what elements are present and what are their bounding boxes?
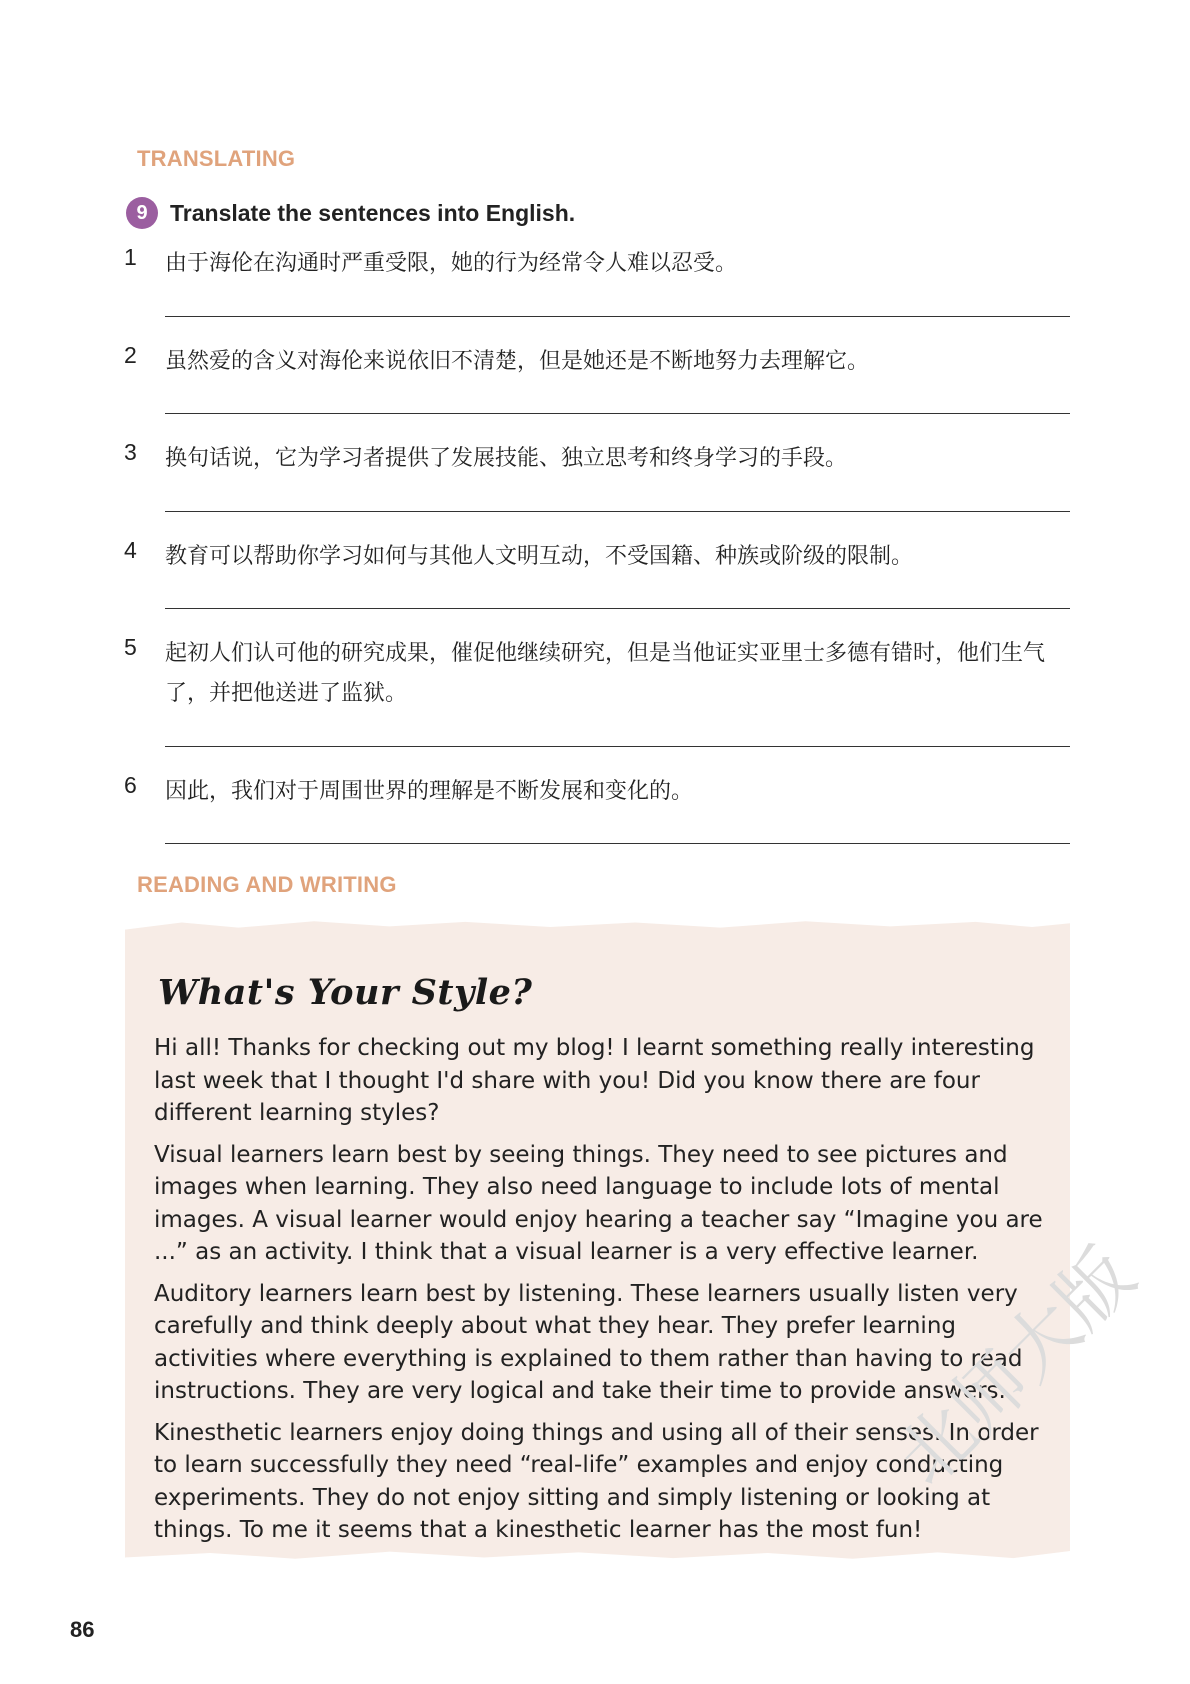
answer-line[interactable] <box>165 316 1070 317</box>
exercise-number-badge: 9 <box>126 197 158 229</box>
blog-paragraph: Hi all! Thanks for checking out my blog! I learnt something really interesting last week that I thought I'd share with you! Did you know there are four different learning styles? <box>154 1035 1035 1126</box>
blog-title: What's Your Style? <box>158 972 533 1013</box>
chinese-sentence: 由于海伦在沟通时严重受限，她的行为经常令人难以忍受。 <box>165 251 738 276</box>
item-number: 1 <box>124 244 137 270</box>
item-number: 6 <box>124 772 137 798</box>
page-number: 86 <box>70 1617 95 1642</box>
section-heading-reading-writing: READING AND WRITING <box>137 872 397 897</box>
chinese-sentence: 因此，我们对于周围世界的理解是不断发展和变化的。 <box>165 779 694 804</box>
answer-line[interactable] <box>165 843 1070 844</box>
item-number: 4 <box>124 537 137 563</box>
chinese-sentence: 起初人们认可他的研究成果，催促他继续研究，但是当他证实亚里士多德有错时，他们生气了，并把他送进了监狱。 <box>165 641 1046 706</box>
exercise-instruction: Translate the sentences into English. <box>170 199 576 226</box>
item-number: 2 <box>124 342 137 368</box>
chinese-sentence: 教育可以帮助你学习如何与其他人文明互动，不受国籍、种族或阶级的限制。 <box>165 544 914 569</box>
answer-line[interactable] <box>165 746 1070 747</box>
exercise-header <box>126 197 575 229</box>
blog-paragraph: Kinesthetic learners enjoy doing things and using all of their senses. In order to learn successfully they need “real-life” examples and enjoy conducting experiments. They do not enjoy sitting and simply listening or looking at things. To me it seems that a kinesthetic learner has the most fun! <box>154 1419 1039 1543</box>
chinese-sentence: 虽然爱的含义对海伦来说依旧不清楚，但是她还是不断地努力去理解它。 <box>165 349 870 374</box>
blog-paragraph: Auditory learners learn best by listening. These learners usually listen very carefully and think deeply about what they hear. They prefer learning activities where everything is explained to them rather than having to read instructions. They are very logical and take their time to provide answers. <box>154 1280 1023 1404</box>
chinese-sentence: 换句话说，它为学习者提供了发展技能、独立思考和终身学习的手段。 <box>165 446 848 471</box>
section-heading-translating: TRANSLATING <box>137 146 296 171</box>
answer-line[interactable] <box>165 413 1070 414</box>
item-number: 3 <box>124 439 137 465</box>
blog-paragraph: Visual learners learn best by seeing things. They need to see pictures and images when learning. They also need language to include lots of mental images. A visual learner would enjoy hearing a teacher say “Imagine you are ...” as an activity. I think that a visual learner is a very effective learner. <box>154 1141 1043 1265</box>
item-number: 5 <box>124 634 137 660</box>
answer-line[interactable] <box>165 511 1070 512</box>
answer-line[interactable] <box>165 608 1070 609</box>
publisher-watermark: 北师大版 <box>881 1232 1152 1503</box>
